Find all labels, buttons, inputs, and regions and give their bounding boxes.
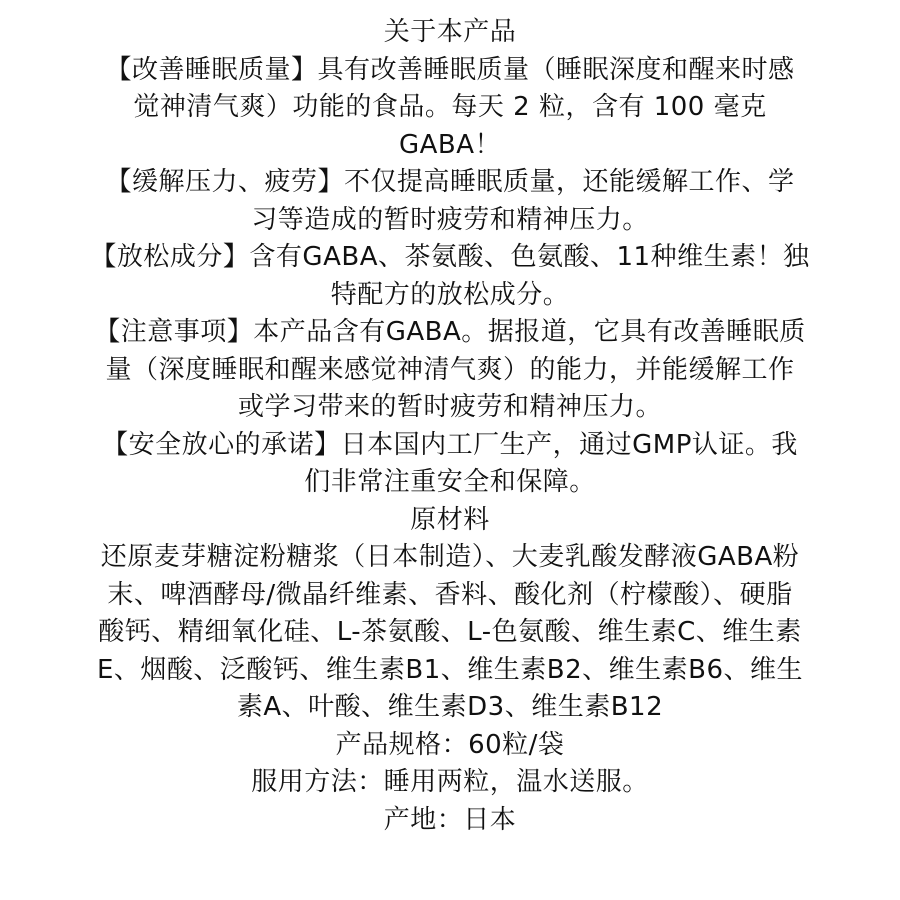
about-title: 关于本产品	[383, 17, 517, 47]
stress-relief-section	[70, 164, 830, 239]
ingredients-line: 还原麦芽糖淀粉糖浆（日本制造）、大麦乳酸发酵液GABA粉	[100, 542, 800, 572]
safety-promise-section	[70, 427, 830, 502]
cautions-line: 量（深度睡眠和醒来感觉神清气爽）的能力，并能缓解工作	[105, 354, 795, 385]
relax-ingredients-line: 特配方的放松成分。	[330, 279, 570, 310]
ingredients-line: 末、啤酒酵母/微晶纤维素、香料、酸化剂（柠檬酸）、硬脂	[107, 579, 793, 610]
cautions-line: 或学习带来的暂时疲劳和精神压力。	[237, 392, 662, 422]
sleep-quality-section	[70, 52, 830, 165]
ingredients-line: E、烟酸、泛酸钙、维生素B1、维生素B2、维生素B6、维生	[96, 654, 804, 685]
safety-promise-line: 【安全放心的承诺】日本国内工厂生产，通过GMP认证。我	[102, 429, 798, 460]
product-spec: 产品规格：60粒/袋	[335, 729, 565, 760]
relax-ingredients-line: 【放松成分】含有GABA、茶氨酸、色氨酸、11种维生素！独	[90, 242, 810, 272]
ingredients-line: 素A、叶酸、维生素D3、维生素B12	[236, 692, 664, 722]
ingredients-line: 酸钙、精细氧化硅、L-茶氨酸、L-色氨酸、维生素C、维生素	[98, 617, 802, 647]
sleep-quality-line: 【改善睡眠质量】具有改善睡眠质量（睡眠深度和醒来时感	[105, 54, 795, 85]
ingredients-title: 原材料	[410, 504, 490, 535]
sleep-quality-line: GABA！	[398, 129, 502, 160]
relax-ingredients-section	[70, 239, 830, 314]
safety-promise-line: 们非常注重安全和保障。	[304, 467, 596, 497]
stress-relief-line: 习等造成的暂时疲劳和精神压力。	[251, 204, 649, 235]
cautions-section	[70, 314, 830, 427]
sleep-quality-line: 觉神清气爽）功能的食品。每天 2 粒，含有 100 毫克	[133, 92, 767, 122]
place-of-origin: 产地：日本	[383, 804, 517, 835]
stress-relief-line: 【缓解压力、疲劳】不仅提高睡眠质量，还能缓解工作、学	[105, 167, 795, 197]
usage-instructions: 服用方法：睡用两粒，温水送服。	[251, 767, 649, 797]
ingredients-section	[70, 539, 830, 727]
cautions-line: 【注意事项】本产品含有GABA。据报道，它具有改善睡眠质	[94, 317, 806, 347]
